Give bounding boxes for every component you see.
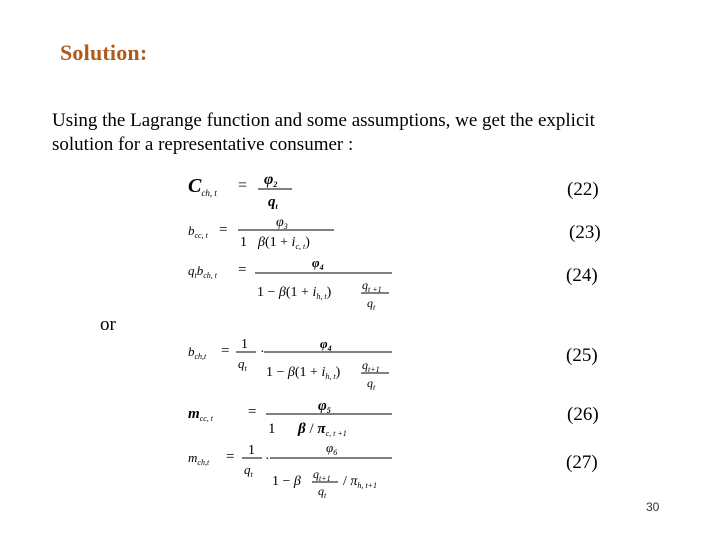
svg-text:bch,t: $b_{ch,t}$	[188, 344, 207, 361]
slide-title: Solution:	[60, 40, 148, 65]
intro-line-2: solution for a representative consumer :	[52, 134, 354, 155]
equation-number-24: (24)	[566, 265, 598, 286]
svg-text:mcc, t: $m_{cc, t}$	[188, 406, 213, 423]
svg-text:φ6: $\varphi_6$	[326, 440, 338, 457]
svg-text:qtbch, t: $q_tb_{ch, t}$	[188, 263, 218, 280]
svg-text:β(1 + ic, t): $\beta(1 + i_{c, t})$	[258, 235, 310, 251]
equation-number-23: (23)	[569, 222, 601, 243]
svg-text:Cch, t: $C_{ch, t}$	[188, 175, 217, 198]
svg-text:qt+1: $q_{t+1}$	[362, 358, 380, 374]
svg-text:=: =	[238, 177, 248, 194]
equation-number-22: (22)	[567, 179, 599, 200]
svg-text:/ πh, t+1: / $\pi_{h, t+1}$	[343, 474, 378, 490]
svg-text:1 − β(1 + ih, t): $1 - \beta(1 + i_{h, t})$	[266, 365, 341, 381]
svg-text:φ4: $\varphi_4$	[320, 336, 332, 353]
svg-text:·: ·	[260, 345, 265, 360]
svg-text:qt+1: $q_{t+1}$	[313, 467, 331, 483]
svg-text:1: 1	[240, 235, 247, 250]
svg-text:qt +1: $q_{t +1}$	[362, 278, 382, 294]
svg-text:=: =	[248, 404, 257, 420]
or-connector: or	[100, 314, 116, 335]
svg-text:qt: $q_t$	[367, 296, 376, 312]
page-number: 30	[646, 500, 660, 514]
svg-text:mch,t: $m_{ch,t}$	[188, 450, 210, 467]
svg-text:=: =	[219, 222, 228, 238]
svg-text:φ2: φ2	[264, 171, 278, 189]
svg-text:qt: $q_t$	[238, 356, 247, 373]
svg-text:qt: $q_t$	[268, 194, 278, 211]
svg-text:·: ·	[265, 452, 270, 467]
svg-text:1: 1	[248, 443, 255, 458]
svg-text:φ5: $\varphi_5$	[318, 398, 331, 415]
svg-text:φ3: $\varphi_3$	[276, 215, 288, 231]
svg-text:1 − β: 1 − β	[272, 474, 301, 489]
svg-text:qt: $q_t$	[318, 484, 327, 500]
svg-text:β / πc, t +1: β / $\pi_{c, t +1}$	[298, 421, 347, 438]
svg-text:=: =	[238, 262, 247, 278]
svg-text:1: 1	[268, 421, 276, 437]
svg-text:φ4: $\varphi_4$	[312, 255, 324, 272]
intro-line-1: Using the Lagrange function and some assumptions, we get the explicit	[52, 110, 595, 131]
equation-number-26: (26)	[567, 404, 599, 425]
svg-text:bcc, t: $b_{cc, t}$	[188, 223, 208, 240]
equation-number-27: (27)	[566, 452, 598, 473]
svg-text:qt: $q_t$	[244, 462, 253, 479]
svg-text:=: =	[226, 449, 235, 465]
svg-text:1 − β(1 + ih, t): $1 - \beta(1 + i_{h, t})$	[257, 285, 332, 301]
equation-number-25: (25)	[566, 345, 598, 366]
svg-text:=: =	[221, 343, 230, 359]
svg-text:qt: $q_t$	[367, 376, 376, 392]
svg-text:1: 1	[241, 337, 248, 352]
